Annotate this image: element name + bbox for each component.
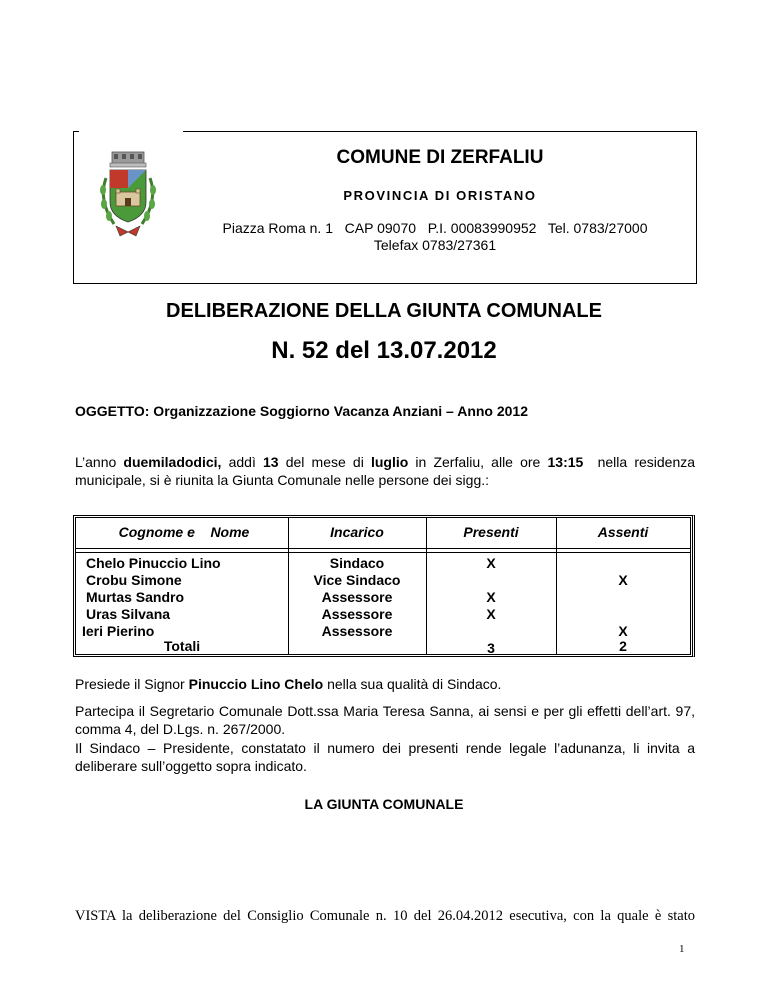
vista-paragraph: VISTA la deliberazione del Consiglio Comunale n. 10 del 26.04.2012 esecutiva, con la quale è stato bbox=[75, 908, 695, 924]
table-row-incarico: Sindaco bbox=[329, 555, 385, 571]
intro-paragraph: L’anno duemiladodici, addì 13 del mese di luglio in Zerfaliu, alle ore 13:15 nella residenza municipale, si è riunita la Giunta Comunale nelle persone dei sigg.: bbox=[75, 454, 699, 488]
table-row-presente: X bbox=[486, 555, 496, 571]
address-line-1: Piazza Roma n. 1 CAP 09070 P.I. 00083990952 Tel. 0783/27000 bbox=[222, 220, 648, 236]
provincia-name: PROVINCIA DI ORISTANO bbox=[343, 188, 537, 203]
giunta-heading: LA GIUNTA COMUNALE bbox=[304, 796, 464, 812]
document-title: DELIBERAZIONE DELLA GIUNTA COMUNALE bbox=[166, 300, 602, 322]
header-divider bbox=[76, 552, 690, 553]
table-row-name: Crobu Simone bbox=[86, 572, 182, 588]
header-top-border bbox=[183, 131, 696, 132]
totale-presenti: 3 bbox=[487, 640, 495, 656]
table-row-incarico: Assessore bbox=[321, 606, 393, 622]
oggetto-line: OGGETTO: Organizzazione Soggiorno Vacanza Anziani – Anno 2012 bbox=[75, 403, 529, 419]
table-row-incarico: Vice Sindaco bbox=[313, 572, 401, 588]
table-row-presente: X bbox=[486, 589, 496, 605]
page-number: 1 bbox=[679, 943, 685, 955]
table-row-name: Ieri Pierino bbox=[82, 623, 155, 639]
table-header-presenti: Presenti bbox=[463, 524, 519, 540]
table-row-name: Chelo Pinuccio Lino bbox=[86, 555, 221, 571]
totale-assenti: 2 bbox=[619, 638, 627, 654]
attendance-table bbox=[75, 517, 691, 655]
comune-name: COMUNE DI ZERFALIU bbox=[336, 147, 544, 168]
table-row-incarico: Assessore bbox=[321, 589, 393, 605]
presiede-paragraph: Presiede il Signor Pinuccio Lino Chelo nella sua qualità di Sindaco. bbox=[75, 676, 502, 692]
table-header-cognome-nome: Cognome e Nome bbox=[118, 524, 250, 540]
table-row-incarico: Assessore bbox=[321, 623, 393, 639]
table-row-assente: X bbox=[618, 623, 628, 639]
table-header-assenti: Assenti bbox=[597, 524, 649, 540]
table-row-name: Murtas Sandro bbox=[86, 589, 185, 605]
sindaco-paragraph: Il Sindaco – Presidente, constatato il numero dei presenti rende legale l’adunanza, li invita a deliberare sull’oggetto sopra indicato. bbox=[75, 740, 695, 774]
table-header-incarico: Incarico bbox=[330, 524, 384, 540]
table-row-assente: X bbox=[618, 572, 628, 588]
municipal-crest-icon bbox=[96, 150, 160, 238]
header-corner-tick bbox=[73, 131, 79, 132]
totali-label: Totali bbox=[163, 638, 201, 654]
document-number: N. 52 del 13.07.2012 bbox=[271, 337, 497, 364]
partecipa-paragraph: Partecipa il Segretario Comunale Dott.ssa Maria Teresa Sanna, ai sensi e per gli effetti dell’art. 97, comma 4, del D.Lgs. n. 267/2000. bbox=[75, 703, 695, 737]
address-block bbox=[175, 220, 695, 254]
address-line-2: Telefax 0783/27361 bbox=[373, 237, 497, 253]
table-row-presente: X bbox=[486, 606, 496, 622]
table-row-name: Uras Silvana bbox=[86, 606, 171, 622]
header-divider bbox=[76, 548, 690, 549]
